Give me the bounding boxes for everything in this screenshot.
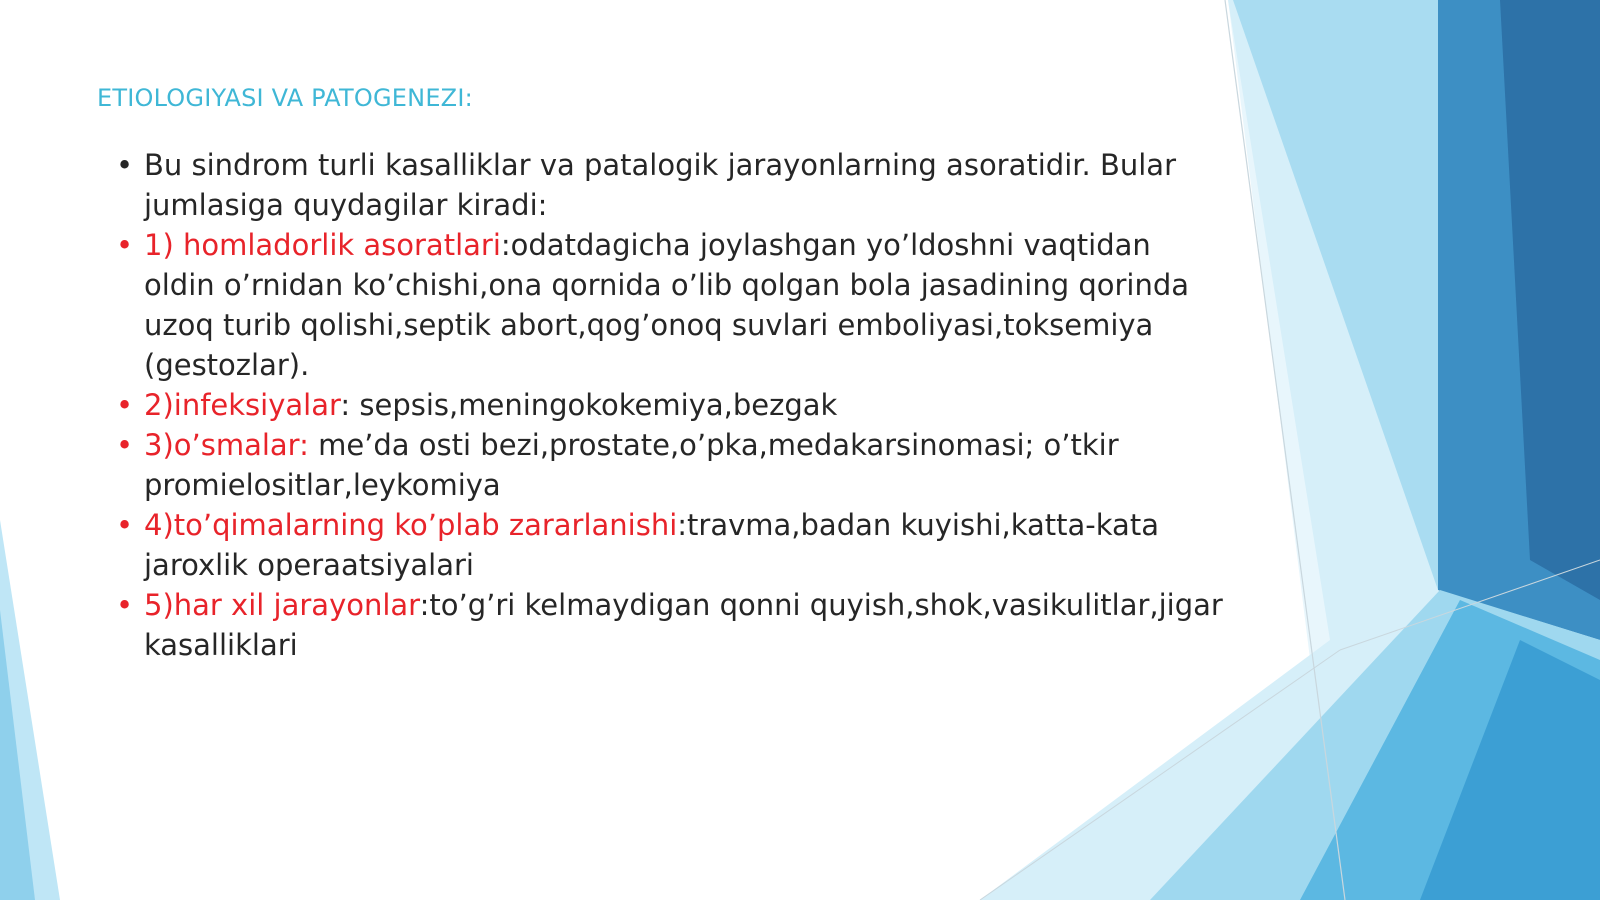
bullet-text: Bu sindrom turli kasalliklar va patalogik jarayonlarning asoratidir. Bular jumlasiga quydagilar kiradi: — [144, 148, 1176, 222]
bullet-text: :odatdagicha joylashgan yo’ldoshni vaqtidan oldin o’rnidan ko’chishi,ona qornida o’lib qolgan bola jasadining qorinda uzoq turib qolishi,septik abort,qog’onoq suvlari emboliyasi,toksemiya (gestozlar). — [144, 228, 1190, 382]
bullet-highlight: 3)o’smalar: — [144, 428, 309, 462]
bullet-text: : sepsis,meningokokemiya,bezgak — [340, 388, 838, 422]
bullet-item-intro — [116, 145, 1226, 225]
bullet-text: me’da osti bezi,prostate,o’pka,medakarsinomasi; o’tkir promielositlar,leykomiya — [144, 428, 1119, 502]
bullet-highlight: 4)to’qimalarning ko’plab zararlanishi — [144, 508, 678, 542]
bullet-highlight: 2)infeksiyalar — [144, 388, 341, 422]
bullet-highlight: 5)har xil jarayonlar — [144, 588, 420, 622]
bullet-marker: • — [116, 428, 134, 462]
bullet-list — [116, 145, 1226, 665]
bullet-marker: • — [116, 228, 134, 262]
slide-title: ETIOLOGIYASI VA PATOGENEZI: — [97, 84, 473, 112]
bullet-marker: • — [116, 388, 134, 422]
bullet-item-pregnancy — [116, 225, 1226, 385]
bullet-item-various-processes — [116, 585, 1226, 665]
slide-content — [116, 145, 1226, 665]
bullet-item-tumors — [116, 425, 1226, 505]
bullet-marker: • — [116, 148, 134, 182]
bullet-highlight: 1) homladorlik asoratlari — [144, 228, 501, 262]
bullet-item-infections — [116, 385, 1226, 425]
bullet-text: :travma,badan kuyishi,katta-kata jaroxlik operaatsiyalari — [144, 508, 1159, 582]
bullet-marker: • — [116, 588, 134, 622]
bullet-marker: • — [116, 508, 134, 542]
bullet-item-tissue-damage — [116, 505, 1226, 585]
bullet-text: :to’g’ri kelmaydigan qonni quyish,shok,vasikulitlar,jigar kasalliklari — [144, 588, 1223, 662]
